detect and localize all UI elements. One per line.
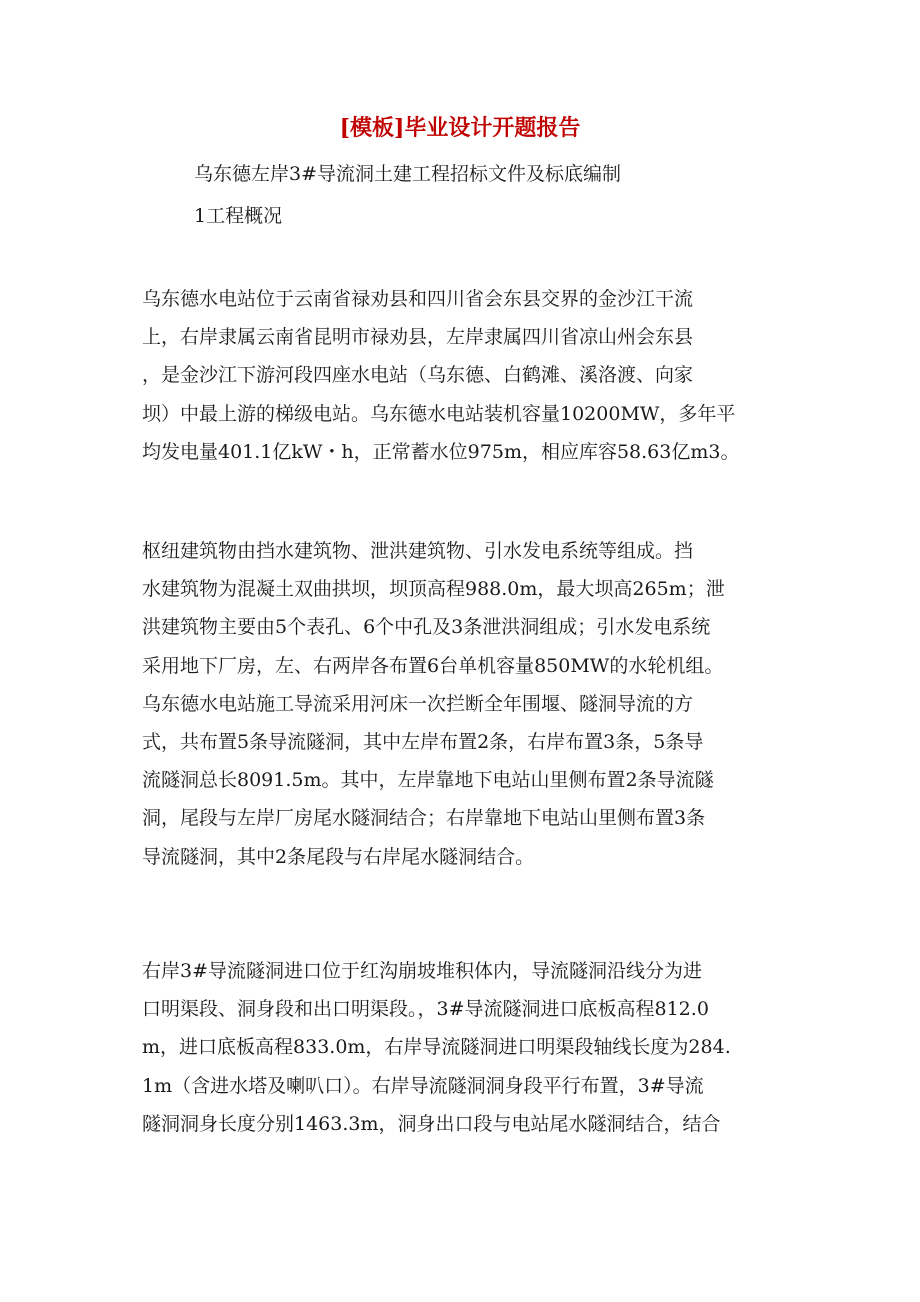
text-line: 洞，尾段与左岸厂房尾水隧洞结合；右岸靠地下电站山里侧布置3条 [142,807,706,830]
section-heading: 1工程概况 [194,205,283,227]
text-line: 洪建筑物主要由5个表孔、6个中孔及3条泄洪洞组成；引水发电系统 [142,616,711,639]
paragraph-diversion-tunnel [142,952,782,1143]
text-line: 隧洞洞身长度分别1463.3m，洞身出口段与电站尾水隧洞结合，结合 [142,1112,721,1135]
text-line: 流隧洞总长8091.5m。其中，左岸靠地下电站山里侧布置2条导流隧 [142,769,714,792]
text-line: 1m（含进水塔及喇叭口）。右岸导流隧洞洞身段平行布置，3#导流 [142,1074,704,1097]
text-line: 乌东德水电站施工导流采用河床一次拦断全年围堰、隧洞导流的方 [142,692,694,715]
text-line: 采用地下厂房，左、右两岸各布置6台单机容量850MW的水轮机组。 [142,654,724,677]
paragraph-structures [142,532,782,876]
paragraph-overview [142,280,782,471]
text-line: 口明渠段、洞身段和出口明渠段。，3#导流隧洞进口底板高程812.0 [142,998,709,1021]
text-line: 坝）中最上游的梯级电站。乌东德水电站装机容量10200MW，多年平 [142,402,736,425]
document-subtitle: 乌东德左岸3#导流洞土建工程招标文件及标底编制 [194,163,622,185]
document-title: [模板]毕业设计开题报告 [339,115,581,141]
text-line: 导流隧洞，其中2条尾段与右岸尾水隧洞结合。 [142,845,535,868]
text-line: 枢纽建筑物由挡水建筑物、泄洪建筑物、引水发电系统等组成。挡 [142,540,694,562]
text-line: m，进口底板高程833.0m，右岸导流隧洞进口明渠段轴线长度为284. [142,1036,731,1059]
text-line: 上，右岸隶属云南省昆明市禄劝县，左岸隶属四川省凉山州会东县 [142,326,694,349]
text-line: 乌东德水电站位于云南省禄劝县和四川省会东县交界的金沙江干流 [142,288,694,310]
text-line: 式，共布置5条导流隧洞，其中左岸布置2条，右岸布置3条，5条导 [142,730,704,753]
text-line: 右岸3#导流隧洞进口位于红沟崩坡堆积体内，导流隧洞沿线分为进 [142,960,703,982]
text-line: 水建筑物为混凝土双曲拱坝，坝顶高程988.0m，最大坝高265m；泄 [142,578,725,601]
text-line: ，是金沙江下游河段四座水电站（乌东德、白鹤滩、溪洛渡、向家 [142,364,694,387]
text-line: 均发电量401.1亿kW・h，正常蓄水位975m，相应库容58.63亿m3。 [142,440,740,463]
